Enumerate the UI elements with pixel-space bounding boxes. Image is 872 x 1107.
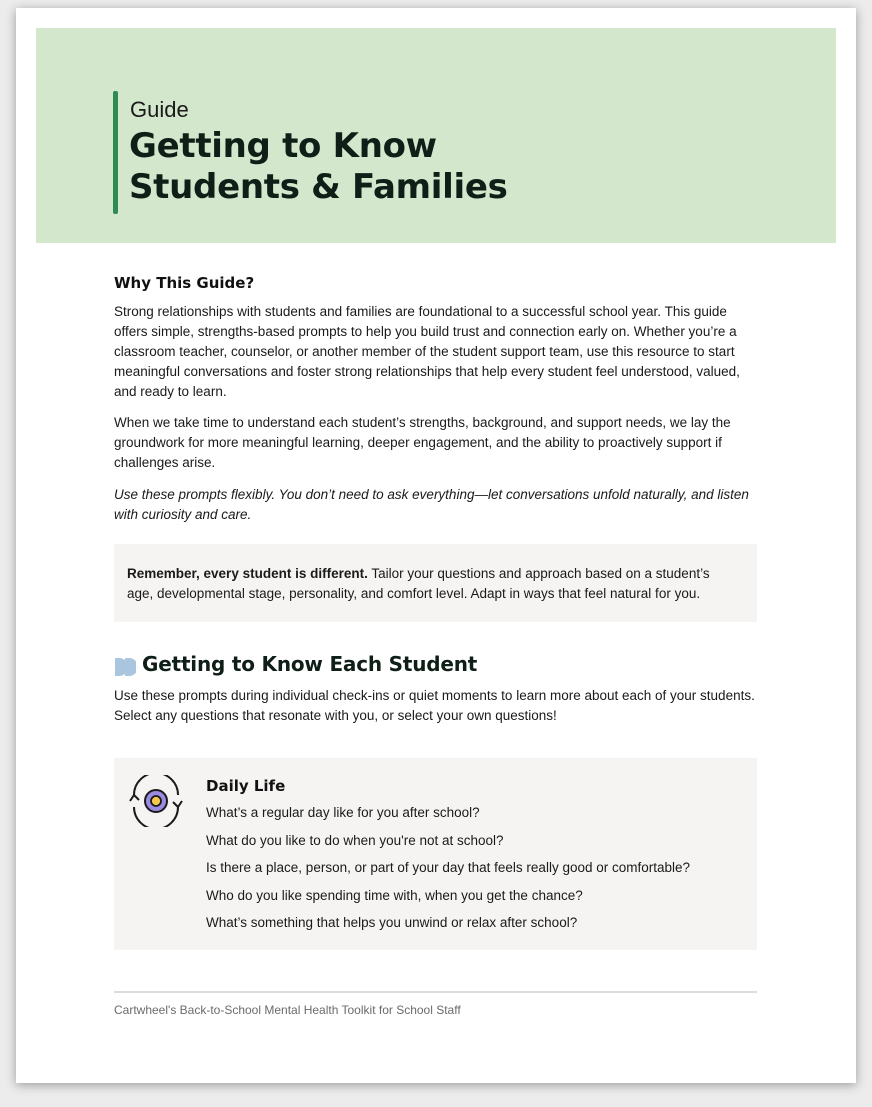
card-title: Daily Life [206, 777, 286, 795]
intro-paragraph-3: Use these prompts flexibly. You don’t need to ask everything—let conversations unfold naturally, and listen with curiosity and care. [114, 487, 749, 522]
callout-box [114, 544, 757, 622]
section-description: Use these prompts during individual check-ins or quiet moments to learn more about each of your students. Select any questions that resonate with you, or select your own questions! [114, 688, 755, 723]
question-list [206, 803, 690, 941]
cycle-eye-icon [124, 775, 188, 827]
callout-body: Tailor your questions and approach based on a student’s age, developmental stage, personality, and comfort level. Adapt in ways that feel natural for you. [127, 566, 710, 601]
page-title-line-2: Students & Families [129, 167, 508, 207]
page-title-line-1: Getting to Know [129, 126, 437, 166]
question-item: What’s something that helps you unwind or relax after school? [206, 915, 578, 930]
double-chevron-icon [114, 657, 136, 677]
intro-paragraph-1: Strong relationships with students and families are foundational to a successful school year. This guide offers simple, strengths-based prompts to help you build trust and connection early on. Whether you’re a classroom teacher, counselor, or another member of the student support team, use this resource to start meaningful conversations and foster strong relationships that help every student feel understood, valued, and ready to learn. [114, 304, 740, 399]
hero-accent-bar [113, 91, 118, 214]
question-item: What’s a regular day like for you after school? [206, 805, 480, 820]
intro-paragraph-2: When we take time to understand each student’s strengths, background, and support needs, we lay the groundwork for more meaningful learning, deeper engagement, and the ability to proactively support if challenges arise. [114, 415, 731, 470]
daily-life-card [114, 758, 757, 950]
callout-bold: Remember, every student is different. [127, 566, 368, 581]
document-page [16, 8, 856, 1083]
section-title: Getting to Know Each Student [142, 652, 478, 676]
question-item: What do you like to do when you're not at school? [206, 832, 504, 848]
footer-divider [114, 991, 757, 993]
question-item: Who do you like spending time with, when you get the chance? [206, 887, 583, 903]
page-title [129, 126, 729, 208]
hero-kicker: Guide [130, 97, 189, 122]
footer-text: Cartwheel's Back-to-School Mental Health Toolkit for School Staff [114, 1003, 461, 1017]
callout-text [127, 564, 737, 604]
intro-heading: Why This Guide? [114, 274, 255, 292]
hero-banner [36, 28, 836, 243]
question-item: Is there a place, person, or part of your day that feels really good or comfortable? [206, 860, 691, 875]
